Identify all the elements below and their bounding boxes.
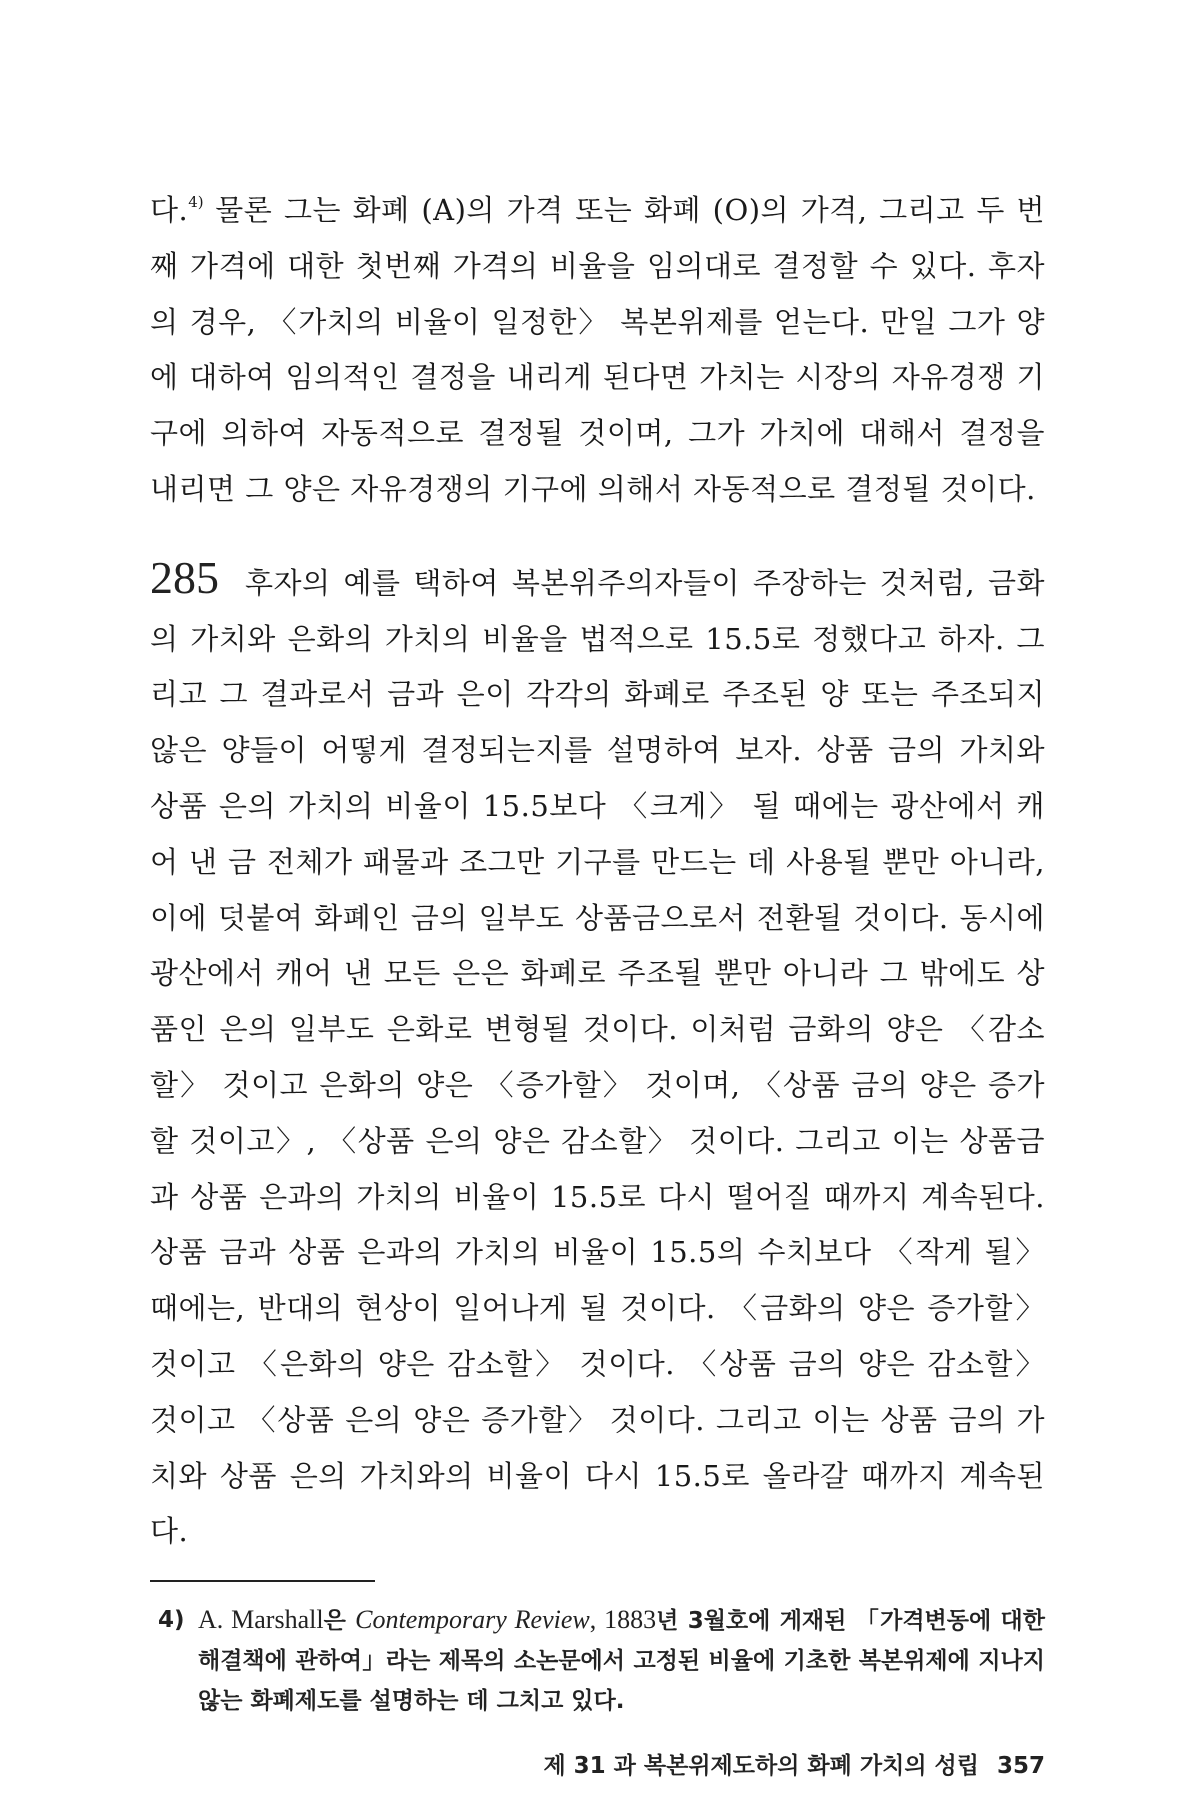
page-number: 357 bbox=[996, 1753, 1045, 1780]
footnote-divider bbox=[150, 1580, 375, 1582]
continuation-text: 물론 그는 화폐 (A)의 가격 또는 화폐 (O)의 가격, 그리고 두 번째 가격에 대한 첫번째 가격의 비율을 임의대로 결정할 수 있다. 후자의 경우, 〈가치의 비율이 일정한〉 복본위제를 얻는다. 만일 그가 양에 대하여 임의적인 결정을 내리게 된다면 가치는 시장의 자유경쟁 기구에 의하여 자동적으로 결정될 것이며, 그가 가치에 대해서 결정을 내리면 그 양은 자유경쟁의 기구에 의해서 자동적으로 결정될 것이다. bbox=[150, 193, 1045, 506]
footnote-text-a: 은 bbox=[323, 1608, 356, 1635]
document-page bbox=[150, 175, 1045, 1780]
footnote bbox=[150, 1600, 1045, 1721]
footnote-marker[interactable]: 4) bbox=[188, 193, 204, 211]
running-footer bbox=[150, 1747, 1045, 1780]
footnote-number: 4) bbox=[158, 1607, 185, 1634]
section-number: 285 bbox=[150, 551, 219, 603]
continuation-paragraph bbox=[150, 175, 1045, 518]
running-title: 제 31 과 복본위제도하의 화폐 가치의 성립 bbox=[543, 1753, 979, 1780]
continuation-start: 다. bbox=[150, 193, 189, 227]
footnote-text-c: 년 3월호에 게재된 「가격변동에 대한 해결책에 관하여」라는 제목의 소논문에서 고정된 비율에 기초한 복본위제에 지나지 않는 화폐제도를 설명하는 데 그치고 있다. bbox=[198, 1608, 1045, 1715]
footnote-body bbox=[198, 1600, 1045, 1721]
section-285-text: 후자의 예를 택하여 복본위주의자들이 주장하는 것처럼, 금화의 가치와 은화의 가치의 비율을 법적으로 15.5로 정했다고 하자. 그리고 그 결과로서 금과 은이 각각의 화폐로 주조된 양 또는 주조되지 않은 양들이 어떻게 결정되는지를 설명하여 보자. 상품 금의 가치와 상품 은의 가치의 비율이 15.5보다 〈크게〉 될 때에는 광산에서 캐어 낸 금 전체가 패물과 조그만 기구를 만드는 데 사용될 뿐만 아니라, 이에 덧붙여 화폐인 금의 일부도 상품금으로서 전환될 것이다. 동시에 광산에서 캐어 낸 모든 은은 화폐로 주조될 뿐만 아니라 그 밖에도 상품인 은의 일부도 은화로 변형될 것이다. 이처럼 금화의 양은 〈감소할〉 것이고 은화의 양은 〈증가할〉 것이며, 〈상품 금의 양은 증가할 것이고〉, 〈상품 은의 양은 감소할〉 것이다. 그리고 이는 상품금과 상품 은과의 가치의 비율이 15.5로 다시 떨어질 때까지 계속된다. 상품 금과 상품 은과의 가치의 비율이 15.5의 수치보다 〈작게 될〉 때에는, 반대의 현상이 일어나게 될 것이다. 〈금화의 양은 증가할〉 것이고 〈은화의 양은 감소할〉 것이다. 〈상품 금의 양은 감소할〉 것이고 〈상품 은의 양은 증가할〉 것이다. 그리고 이는 상품 금의 가치와 상품 은의 가치와의 비율이 다시 15.5로 올라갈 때까지 계속된다. bbox=[150, 565, 1045, 1549]
footnote-journal: Contemporary Review bbox=[355, 1605, 590, 1635]
footnote-text-b: , bbox=[589, 1605, 605, 1635]
footnote-author: A. Marshall bbox=[198, 1605, 324, 1635]
footnote-year: 1883 bbox=[604, 1605, 657, 1635]
section-285-paragraph bbox=[150, 551, 1045, 1560]
